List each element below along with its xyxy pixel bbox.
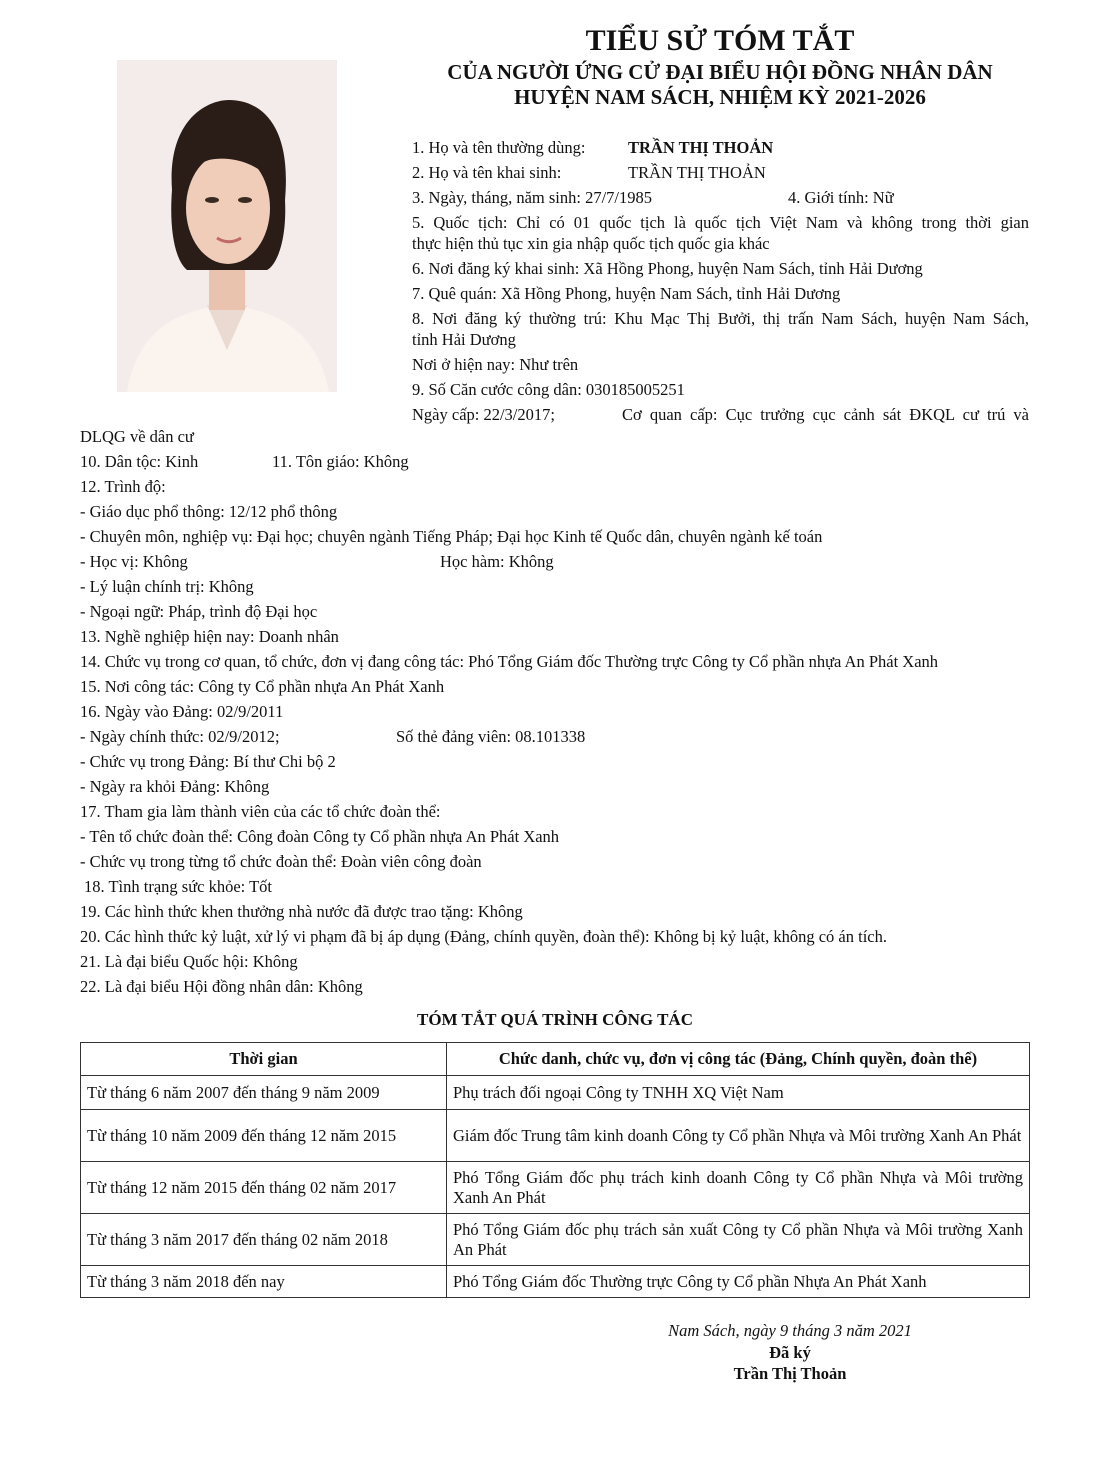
national-assembly-delegate: 21. Là đại biểu Quốc hội: Không <box>80 952 298 971</box>
workplace: 15. Nơi công tác: Công ty Cổ phần nhựa An Phát Xanh <box>80 677 445 696</box>
common-name-value: TRẦN THỊ THOẢN <box>628 138 774 157</box>
date-of-birth: 3. Ngày, tháng, năm sinh: 27/7/1985 <box>412 188 652 207</box>
hometown: 7. Quê quán: Xã Hồng Phong, huyện Nam Sách, tỉnh Hải Dương <box>412 284 841 303</box>
portrait-photo <box>117 60 337 392</box>
column-header-position: Chức danh, chức vụ, đơn vị công tác (Đảng, Chính quyền, đoàn thể) <box>447 1043 1030 1076</box>
religion: 11. Tôn giáo: Không <box>272 452 409 471</box>
permanent-residence-line-1: 8. Nơi đăng ký thường trú: Khu Mạc Thị Bưởi, thị trấn Nam Sách, huyện Nam Sách, <box>412 309 1029 328</box>
organization-position: - Chức vụ trong từng tổ chức đoàn thể: Đoàn viên công đoàn <box>80 852 482 871</box>
foreign-language: - Ngoại ngữ: Pháp, trình độ Đại học <box>80 602 318 621</box>
birth-name-label: 2. Họ và tên khai sinh: <box>412 163 562 182</box>
common-name-label: 1. Họ và tên thường dùng: <box>412 138 586 157</box>
work-history-title: TÓM TẮT QUÁ TRÌNH CÔNG TÁC <box>417 1010 693 1029</box>
column-header-time: Thời gian <box>81 1043 447 1076</box>
party-leave-date: - Ngày ra khỏi Đảng: Không <box>80 777 270 796</box>
document-header <box>400 22 1040 110</box>
organization-name: - Tên tổ chức đoàn thể: Công đoàn Công ty Cổ phần nhựa An Phát Xanh <box>80 827 560 846</box>
table-row <box>81 1076 1030 1110</box>
party-join-date: 16. Ngày vào Đảng: 02/9/2011 <box>80 702 284 721</box>
signature-status: Đã ký <box>769 1343 811 1362</box>
academic-title: Học hàm: Không <box>440 552 554 571</box>
table-cell-position: Giám đốc Trung tâm kinh doanh Công ty Cổ phần Nhựa và Môi trường Xanh An Phát <box>447 1110 1030 1162</box>
table-row <box>81 1214 1030 1266</box>
portrait-image <box>117 60 337 392</box>
political-theory: - Lý luận chính trị: Không <box>80 577 254 596</box>
work-history-table <box>80 1042 1030 1298</box>
table-cell-time: Từ tháng 12 năm 2015 đến tháng 02 năm 2017 <box>81 1162 447 1214</box>
table-cell-time: Từ tháng 3 năm 2018 đến nay <box>81 1266 447 1298</box>
table-cell-time: Từ tháng 10 năm 2009 đến tháng 12 năm 2015 <box>81 1110 447 1162</box>
current-position: 14. Chức vụ trong cơ quan, tổ chức, đơn vị đang công tác: Phó Tổng Giám đốc Thường trực Công ty Cổ phần nhựa An Phát Xanh <box>80 652 939 671</box>
professional-qualification: - Chuyên môn, nghiệp vụ: Đại học; chuyên ngành Tiếng Pháp; Đại học Kinh tế Quốc dân, chuyên ngành kế toán <box>80 527 823 546</box>
citizen-id: 9. Số Căn cước công dân: 030185005251 <box>412 380 685 399</box>
current-residence: Nơi ở hiện nay: Như trên <box>412 355 579 374</box>
occupation: 13. Nghề nghiệp hiện nay: Doanh nhân <box>80 627 339 646</box>
table-header-row <box>81 1043 1030 1076</box>
permanent-residence-line-2: tỉnh Hải Dương <box>412 330 516 349</box>
birth-name-value: TRẦN THỊ THOẢN <box>628 163 766 182</box>
table-row <box>81 1110 1030 1162</box>
table-cell-time: Từ tháng 3 năm 2017 đến tháng 02 năm 2018 <box>81 1214 447 1266</box>
document-title: TIỂU SỬ TÓM TẮT <box>585 24 855 57</box>
peoples-council-delegate: 22. Là đại biểu Hội đồng nhân dân: Không <box>80 977 363 996</box>
ethnicity: 10. Dân tộc: Kinh <box>80 452 199 471</box>
table-cell-time: Từ tháng 6 năm 2007 đến tháng 9 năm 2009 <box>81 1076 447 1110</box>
academic-degree: - Học vị: Không <box>80 552 188 571</box>
education-heading: 12. Trình độ: <box>80 477 166 496</box>
party-card-number: Số thẻ đảng viên: 08.101338 <box>396 727 586 746</box>
document-subtitle-2: HUYỆN NAM SÁCH, NHIỆM KỲ 2021-2026 <box>514 85 926 109</box>
party-official-date: - Ngày chính thức: 02/9/2012; <box>80 727 280 746</box>
id-issue-date: Ngày cấp: 22/3/2017; <box>412 405 555 424</box>
table-row <box>81 1162 1030 1214</box>
party-position: - Chức vụ trong Đảng: Bí thư Chi bộ 2 <box>80 752 336 771</box>
awards: 19. Các hình thức khen thưởng nhà nước đã được trao tặng: Không <box>80 902 523 921</box>
signature-name: Trần Thị Thoản <box>733 1364 847 1383</box>
table-row <box>81 1266 1030 1298</box>
nationality-line-2: thực hiện thủ tục xin gia nhập quốc tịch quốc gia khác <box>412 234 770 253</box>
id-issue-agency: Cơ quan cấp: Cục trưởng cục cảnh sát ĐKQL cư trú và <box>622 405 1029 424</box>
table-cell-position: Phó Tổng Giám đốc phụ trách kinh doanh Công ty Cổ phần Nhựa và Môi trường Xanh An Phát <box>447 1162 1030 1214</box>
disciplinary-record: 20. Các hình thức kỷ luật, xử lý vi phạm đã bị áp dụng (Đảng, chính quyền, đoàn thể): Không bị kỷ luật, không có án tích. <box>80 927 887 946</box>
organizations-heading: 17. Tham gia làm thành viên của các tổ chức đoàn thể: <box>80 802 441 821</box>
table-cell-position: Phó Tổng Giám đốc phụ trách sản xuất Công ty Cổ phần Nhựa và Môi trường Xanh An Phát <box>447 1214 1030 1266</box>
id-issue-agency-cont: DLQG về dân cư <box>80 427 194 446</box>
signature-place-date: Nam Sách, ngày 9 tháng 3 năm 2021 <box>668 1321 912 1340</box>
table-cell-position: Phó Tổng Giám đốc Thường trực Công ty Cổ phần Nhựa An Phát Xanh <box>447 1266 1030 1298</box>
general-education: - Giáo dục phổ thông: 12/12 phổ thông <box>80 502 338 521</box>
table-cell-position: Phụ trách đối ngoại Công ty TNHH XQ Việt Nam <box>447 1076 1030 1110</box>
nationality-line-1: 5. Quốc tịch: Chỉ có 01 quốc tịch là quốc tịch Việt Nam và không trong thời gian <box>412 213 1029 232</box>
document-subtitle-1: CỦA NGƯỜI ỨNG CỬ ĐẠI BIỂU HỘI ĐỒNG NHÂN DÂN <box>447 60 993 84</box>
birth-registration-place: 6. Nơi đăng ký khai sinh: Xã Hồng Phong, huyện Nam Sách, tỉnh Hải Dương <box>412 259 923 278</box>
health-status: 18. Tình trạng sức khỏe: Tốt <box>84 877 272 896</box>
gender: 4. Giới tính: Nữ <box>788 188 894 207</box>
